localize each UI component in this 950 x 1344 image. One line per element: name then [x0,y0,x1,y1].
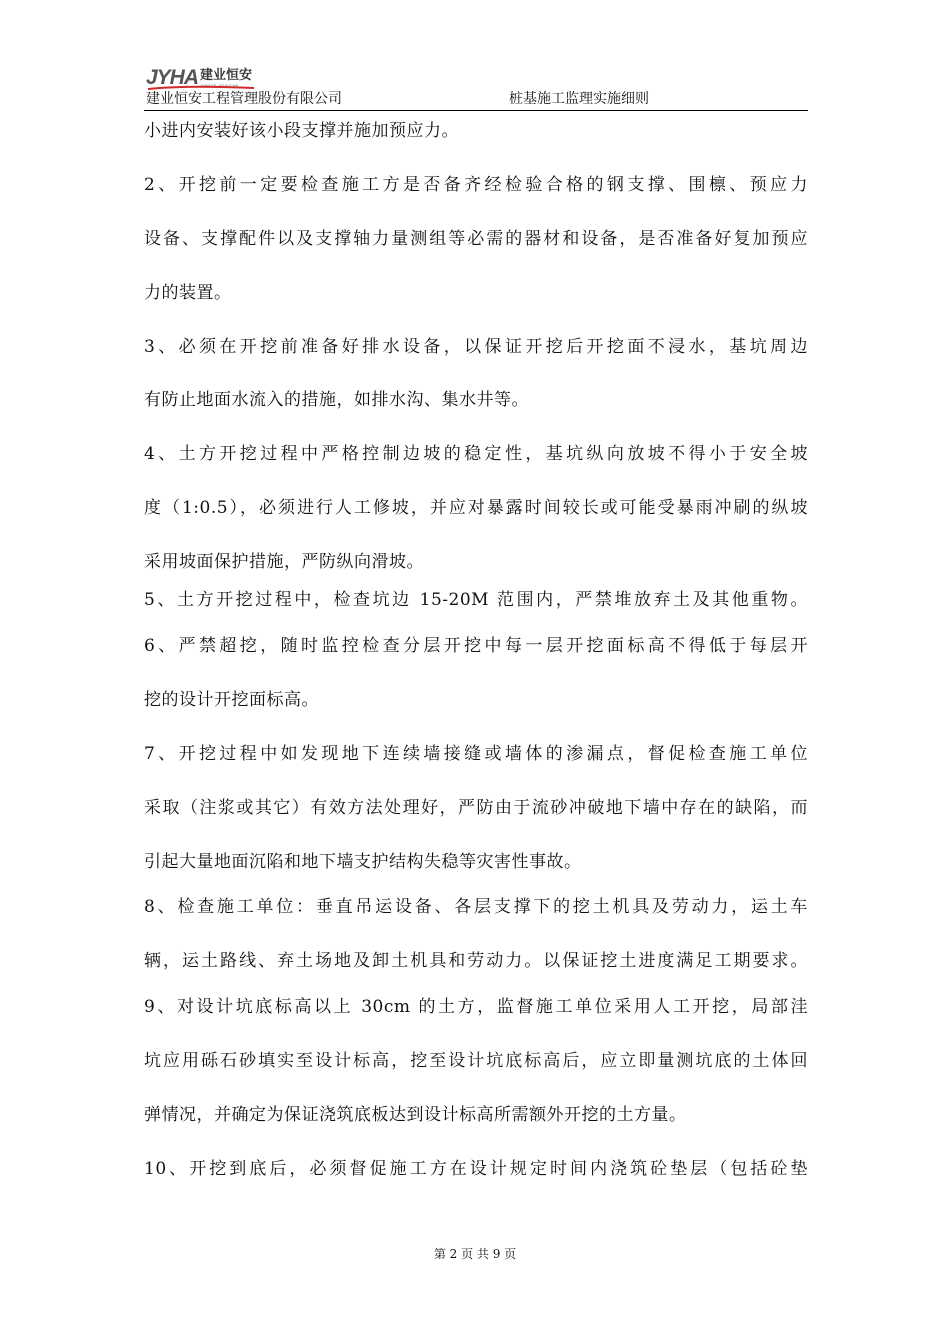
text-line: 6、严禁超挖，随时监控检查分层开挖中每一层开挖面标高不得低于每层开 [144,636,808,656]
text-line: 辆，运土路线、弃土场地及卸土机具和劳动力。以保证挖土进度满足工期要求。 [144,951,808,971]
text-line: 力的装置。 [144,283,232,303]
text-line: 8、检查施工单位：垂直吊运设备、各层支撑下的挖土机具及劳动力，运土车 [144,897,808,917]
text-line: 挖的设计开挖面标高。 [144,690,319,710]
page-number: 第 2 页 共 9 页 [433,1247,517,1261]
logo-wordmark: JYHA [146,66,199,89]
text-line: 有防止地面水流入的措施，如排水沟、集水井等。 [144,390,529,410]
text-line: 采取（注浆或其它）有效方法处理好，严防由于流砂冲破地下墙中存在的缺陷，而 [144,798,808,818]
text-line: 3、必须在开挖前准备好排水设备，以保证开挖后开挖面不浸水，基坑周边 [144,337,808,357]
text-line: 设备、支撑配件以及支撑轴力量测组等必需的器材和设备，是否准备好复加预应 [144,229,808,249]
text-line: 度（1:0.5），必须进行人工修坡，并应对暴露时间较长或可能受暴雨冲刷的纵坡 [144,498,808,518]
text-line: 9、对设计坑底标高以上 30cm 的土方，监督施工单位采用人工开挖，局部洼 [144,997,808,1017]
company-logo [146,68,252,88]
text-line: 坑应用砾石砂填实至设计标高，挖至设计坑底标高后，应立即量测坑底的土体回 [144,1051,808,1071]
text-line: 弹情况，并确定为保证浇筑底板达到设计标高所需额外开挖的土方量。 [144,1105,687,1125]
text-line: 采用坡面保护措施，严防纵向滑坡。 [144,552,424,572]
text-line: 4、土方开挖过程中严格控制边坡的稳定性，基坑纵向放坡不得小于安全坡 [144,444,808,464]
header-document-title: 桩基施工监理实施细则 [509,91,649,107]
header-divider [144,110,808,111]
text-line: 5、土方开挖过程中，检查坑边 15-20M 范围内，严禁堆放弃土及其他重物。 [144,590,808,610]
text-line: 7、开挖过程中如发现地下连续墙接缝或墙体的渗漏点，督促检查施工单位 [144,744,808,764]
text-line: 小进内安装好该小段支撑并施加预应力。 [144,121,459,141]
logo-chinese-name: 建业恒安 [200,68,253,83]
text-line: 2、开挖前一定要检查施工方是否备齐经检验合格的钢支撑、围檩、预应力 [144,175,808,195]
text-line: 10、开挖到底后，必须督促施工方在设计规定时间内浇筑砼垫层（包括砼垫 [144,1159,808,1179]
logo-pinyin: JIANYE HENGAN [200,83,239,88]
header-company-name: 建业恒安工程管理股份有限公司 [146,91,342,107]
text-line: 引起大量地面沉陷和地下墙支护结构失稳等灾害性事故。 [144,852,582,872]
